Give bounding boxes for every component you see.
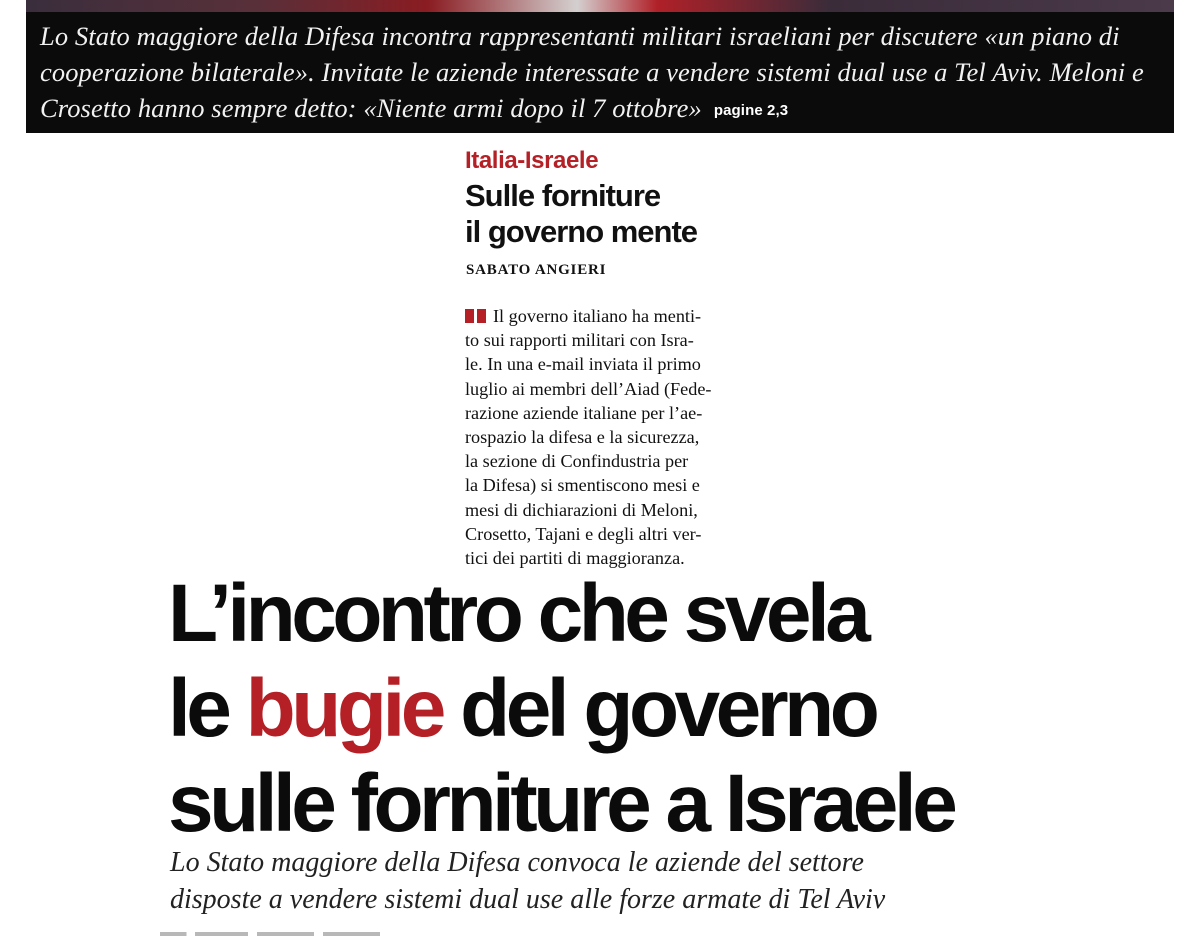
main-headline <box>168 566 953 851</box>
standfirst-line: Lo Stato maggiore della Difesa convoca le aziende del settore <box>170 847 864 878</box>
main-headline-line-2 <box>168 661 953 756</box>
top-caption-box <box>26 12 1174 133</box>
standfirst <box>170 844 885 918</box>
headline-text: del governo <box>441 663 876 754</box>
page-reference: pagine 2,3 <box>713 102 789 119</box>
main-headline-line-3: sulle forniture a Israele <box>168 758 954 849</box>
photo-strip <box>26 0 1174 12</box>
cut-off-text-fragment <box>160 927 380 937</box>
top-caption <box>40 18 1160 129</box>
side-headline-line: Sulle forniture <box>465 178 661 213</box>
body-line: mesi di dichiarazioni di Meloni, <box>465 499 698 520</box>
byline: SABATO ANGIERI <box>466 262 607 278</box>
side-article-kicker: Italia-Israele <box>465 147 599 174</box>
body-line: luglio ai membri dell’Aiad (Fede- <box>465 378 712 399</box>
side-article-headline <box>465 178 765 250</box>
side-headline-line: il governo mente <box>465 214 698 249</box>
side-article-body <box>465 304 750 570</box>
headline-accent-word: bugie <box>245 663 442 754</box>
body-line: la sezione di Confindustria per <box>465 451 689 472</box>
headline-text: le <box>168 663 246 754</box>
body-line-text: Il governo italiano ha menti- <box>493 306 702 326</box>
body-line: razione aziende italiane per l’ae- <box>465 402 703 423</box>
body-line: Crosetto, Tajani e degli altri ver- <box>465 523 702 544</box>
body-line: to sui rapporti militari con Isra- <box>465 330 694 351</box>
body-line: le. In una e-mail inviata il primo <box>465 354 701 375</box>
main-headline-line-1: L’incontro che svela <box>168 568 867 659</box>
body-line: la Difesa) si smentiscono mesi e <box>465 475 700 496</box>
body-line: tici dei partiti di maggioranza. <box>465 548 685 569</box>
top-caption-text: Lo Stato maggiore della Difesa incontra rappresentanti militari israeliani per discutere «un piano di cooperazione bilaterale». Invitate le aziende interessate a vendere sistemi dual use a Tel Aviv. Meloni e Crosetto hanno sempre detto: «Niente armi dopo il 7 ottobre» <box>40 21 1144 123</box>
body-line <box>465 304 750 328</box>
body-line: rospazio la difesa e la sicurezza, <box>465 427 700 448</box>
standfirst-line: disposte a vendere sistemi dual use alle forze armate di Tel Aviv <box>170 884 886 915</box>
lead-marker-icon <box>465 309 487 323</box>
